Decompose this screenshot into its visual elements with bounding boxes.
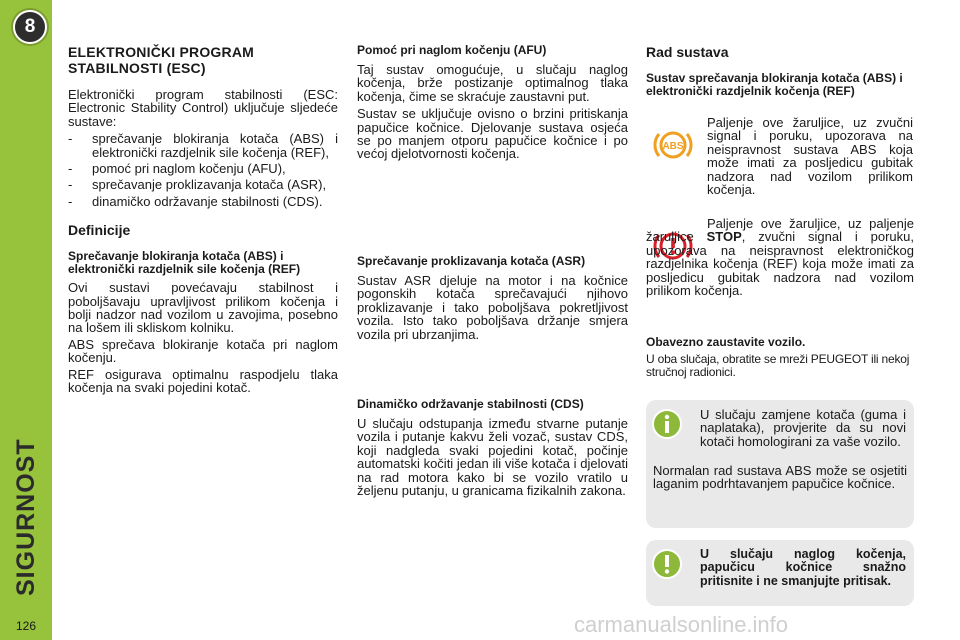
intro-paragraph: Elektronički program stabilnosti (ESC: Electronic Stability Control) uključuje sljedeće sustave: <box>68 87 338 129</box>
afu-heading: Pomoć pri naglom kočenju (AFU) <box>357 43 547 57</box>
chapter-number: 8 <box>24 16 36 37</box>
brake-warning-text <box>646 217 914 297</box>
stop-vehicle-heading: Obavezno zaustavite vozilo. <box>646 335 806 349</box>
list-item: - dinamičko održavanje stabilnosti (CDS). <box>68 195 338 208</box>
info-box-text-1: U slučaju zamjene kotača (guma i naplataka), provjerite da su novi kotači homologirani za vaše vozilo. <box>700 407 906 449</box>
warning-box <box>646 540 914 606</box>
brake-text-part: , zvučni signal i poruku, upozorava na neispravnost elektroničkog razdjelnika kočenja (REF) koja može imati za posljedicu gubitak nadzora nad vozilom prilikom kočenja. <box>646 229 914 299</box>
cds-section <box>357 398 628 497</box>
asr-heading: Sprečavanje proklizavanja kotača (ASR) <box>357 254 586 268</box>
cds-paragraph: U slučaju odstupanja između stvarne putanje vozila i putanje kakvu želi vozač, sustav CDS, koji nadgleda svaki pojedini kotač, počinje automatski kočiti jedan ili više kotača i djelovati na rad motora kako bi se vozilo vratilo u željenu putanju, u granicama fizikalnih zakona. <box>357 416 628 499</box>
abs-ref-paragraph: Ovi sustavi povećavaju stabilnost i poboljšavaju upravljivost prilikom kočenja i bolji nadzor nad vozilom u zavojima, posebno na lošem ili skliskom kolniku. <box>68 280 338 336</box>
watermark: carmanualsonline.info <box>574 612 789 637</box>
list-item: - sprečavanje proklizavanja kotača (ASR), <box>68 178 338 191</box>
column-1 <box>68 44 338 395</box>
operation-heading: Rad sustava <box>646 44 729 60</box>
asr-section <box>357 255 628 341</box>
abs-warning-icon <box>652 125 694 170</box>
list-item: - pomoć pri naglom kočenju (AFU), <box>68 162 338 175</box>
contact-dealer-text: U oba slučaja, obratite se mreži PEUGEOT ili nekoj stručnoj radionici. <box>646 352 910 379</box>
column-3 <box>646 44 914 98</box>
definitions-heading: Definicije <box>68 222 131 239</box>
stop-label: STOP <box>706 229 742 245</box>
page-number: 126 <box>0 613 52 640</box>
brake-text-part: Paljenje ove žaruljice, uz paljenje žaruljice <box>646 216 914 245</box>
asr-paragraph: Sustav ASR djeluje na motor i na kočnice pogonskih kotača sprečavajući njihovo proklizavanje i tako poboljšava pokretljivost vozila. Isto tako poboljšava držanje smjera vozila pri ubrzanjima. <box>357 273 628 342</box>
abs-warning-text: Paljenje ove žaruljice, uz zvučni signal i poruku, upozorava na neispravnost sustava ABS koja može imati za posljedicu gubitak nadzora nad vozilom prilikom kočenja. <box>707 115 913 198</box>
abs-paragraph: ABS sprečava blokiranje kotača pri naglom kočenju. <box>68 336 338 366</box>
info-icon <box>651 408 683 445</box>
exclamation-icon <box>651 548 683 585</box>
cds-heading: Dinamičko održavanje stabilnosti (CDS) <box>357 397 584 411</box>
abs-ref-heading: Sprečavanje blokiranja kotača (ABS) i elektronički razdjelnik sile kočenja (REF) <box>68 249 301 277</box>
chapter-badge <box>13 10 47 44</box>
systems-list <box>68 132 338 208</box>
warning-box-text: U slučaju naglog kočenja, papučicu kočnice snažno pritisnite i ne smanjujte pritisak. <box>700 547 906 588</box>
section-title: ELEKTRONIČKI PROGRAM STABILNOSTI (ESC) <box>68 44 254 76</box>
list-item: - sprečavanje blokiranja kotača (ABS) i elektronički razdjelnik sile kočenja (REF), <box>68 132 338 159</box>
column-2 <box>357 44 628 161</box>
ref-paragraph: REF osigurava optimalnu raspodjelu tlaka kočenja na svaki pojedini kotač. <box>68 366 338 396</box>
chapter-title: SIGURNOST <box>12 438 40 596</box>
abs-icon-label: ABS <box>662 141 684 152</box>
afu-paragraph-1: Taj sustav omogućuje, u slučaju naglog kočenja, brže postizanje optimalnog tlaka kočenja, čime se skraćuje zaustavni put. <box>357 62 628 104</box>
info-box <box>646 400 914 528</box>
info-box-text-2: Normalan rad sustava ABS može se osjetiti laganim podrhtavanjem papučice kočnice. <box>653 463 907 492</box>
abs-ref-subheading: Sustav sprečavanja blokiranja kotača (ABS) i elektronički razdjelnik kočenja (REF) <box>646 71 903 98</box>
afu-paragraph-2: Sustav se uključuje ovisno o brzini pritiskanja papučice kočnice. Djelovanje sustava osjeća se po manjem otporu papučice kočnice i po većoj djelotvornosti kočenja. <box>357 106 628 162</box>
